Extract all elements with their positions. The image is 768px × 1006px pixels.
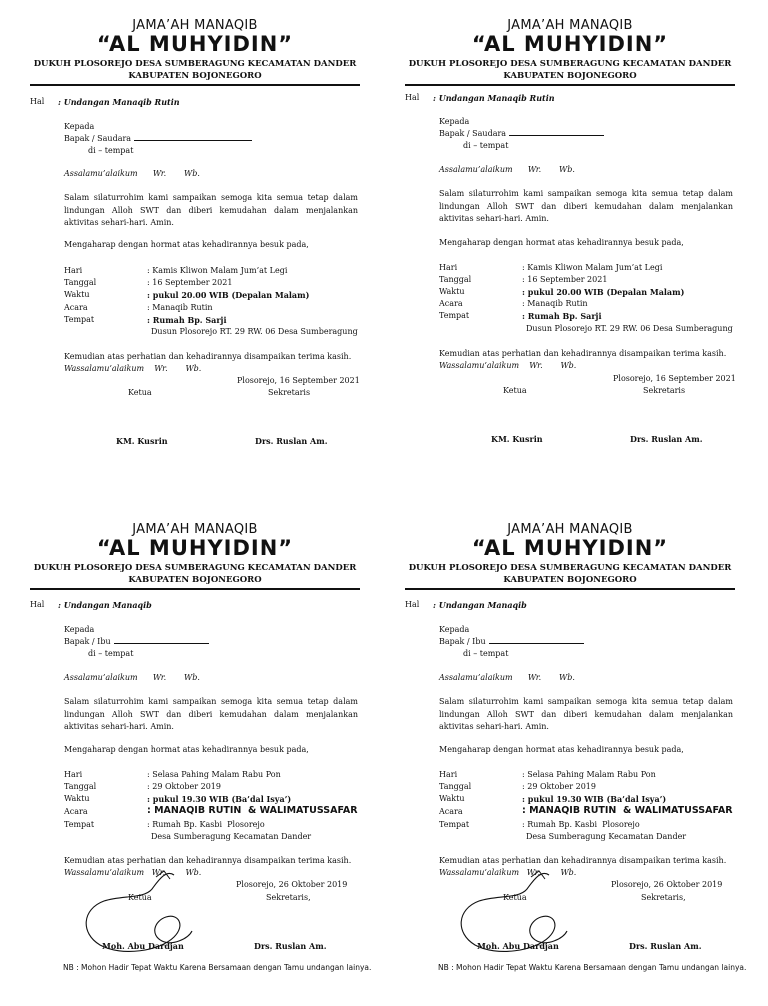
salam-open: Assalamu’alaikum Wr. Wb.	[439, 673, 575, 682]
blank-line	[489, 637, 584, 644]
header-divider	[30, 84, 360, 86]
waktu-label: Waktu	[64, 290, 90, 299]
salam-close: Wassalamu’alaikum Wr. Wb.	[64, 868, 202, 877]
body-paragraph-1: Salam silaturrohim kami sampaikan semoga kita semua tetap dalam lindungan Alloh SWT dan diberi kemudahan dalam menjalankan aktivitas sehari-hari. Amin.	[64, 193, 358, 227]
tanggal-value: : 16 September 2021	[522, 275, 608, 284]
blank-line	[114, 637, 209, 644]
body-paragraph-2: Mengaharap dengan hormat atas kehadirannya besuk pada,	[64, 240, 309, 249]
tanggal-value: : 29 Oktober 2019	[147, 782, 221, 791]
blank-line	[509, 129, 604, 136]
address-line-1: DUKUH PLOSOREJO DESA SUMBERAGUNG KECAMATAN DANDER	[33, 563, 357, 573]
date-place: Plosorejo, 16 September 2021	[613, 374, 736, 383]
header-divider	[30, 588, 360, 590]
hal-value: : Undangan Manaqib Rutin	[433, 93, 555, 103]
date-place: Plosorejo, 26 Oktober 2019	[236, 880, 348, 889]
kepada: Kepada	[64, 122, 95, 131]
blank-line	[134, 134, 252, 141]
sekretaris-name: Drs. Ruslan Am.	[630, 434, 703, 444]
hal-value: : Undangan Manaqib	[433, 600, 527, 610]
closing-text: Kemudian atas perhatian dan kehadirannya disampaikan terima kasih.	[64, 352, 352, 361]
ketua-name: Moh. Abu Dardjan	[102, 941, 184, 951]
sekretaris-label: Sekretaris,	[641, 893, 686, 902]
hari-label: Hari	[439, 263, 458, 272]
hal-value: : Undangan Manaqib	[58, 600, 152, 610]
ditempat: di – tempat	[88, 649, 134, 658]
salam-close: Wassalamu’alaikum Wr. Wb.	[64, 364, 202, 373]
acara-value: : MANAQIB RUTIN & WALIMATUSSAFAR	[522, 805, 733, 816]
waktu-label: Waktu	[64, 794, 90, 803]
sekretaris-name: Drs. Ruslan Am.	[255, 436, 328, 446]
sekretaris-name: Drs. Ruslan Am.	[629, 941, 702, 951]
bapak-label: Bapak / Ibu	[439, 637, 486, 646]
waktu-label: Waktu	[439, 794, 465, 803]
tempat-value: : Rumah Bp. Sarji	[147, 315, 227, 325]
salam-open: Assalamu’alaikum Wr. Wb.	[64, 169, 200, 178]
kepada: Kepada	[64, 625, 95, 634]
org-name: JAMA’AH MANAQIB	[507, 522, 633, 537]
nb-note: NB : Mohon Hadir Tepat Waktu Karena Bersamaan dengan Tamu undangan lainya.	[438, 963, 747, 972]
tanggal-label: Tanggal	[64, 782, 97, 791]
waktu-value: : pukul 20.00 WIB (Depalan Malam)	[522, 287, 685, 297]
hari-label: Hari	[64, 266, 83, 275]
acara-label: Acara	[64, 303, 88, 312]
body-paragraph-1: Salam silaturrohim kami sampaikan semoga kita semua tetap dalam lindungan Alloh SWT dan diberi kemudahan dalam menjalankan aktivitas sehari-hari. Amin.	[439, 697, 733, 731]
closing-text: Kemudian atas perhatian dan kehadirannya disampaikan terima kasih.	[439, 856, 727, 865]
org-title: “AL MUHYIDIN”	[96, 32, 294, 56]
body-paragraph-2: Mengaharap dengan hormat atas kehadirannya besuk pada,	[439, 238, 684, 247]
nb-note: NB : Mohon Hadir Tepat Waktu Karena Bersamaan dengan Tamu undangan lainya.	[63, 963, 372, 972]
invitation-letter-4	[405, 522, 747, 992]
tempat-value-2: Desa Sumberagung Kecamatan Dander	[526, 832, 687, 841]
hal-label: Hal	[30, 97, 45, 106]
waktu-value: : pukul 20.00 WIB (Depalan Malam)	[147, 290, 310, 300]
address-line-1: DUKUH PLOSOREJO DESA SUMBERAGUNG KECAMATAN DANDER	[33, 59, 357, 69]
date-place: Plosorejo, 26 Oktober 2019	[611, 880, 723, 889]
sekretaris-label: Sekretaris,	[266, 893, 311, 902]
header-divider	[405, 588, 735, 590]
sekretaris-name: Drs. Ruslan Am.	[254, 941, 327, 951]
ketua-name: KM. Kusrin	[116, 436, 168, 446]
acara-label: Acara	[64, 807, 88, 816]
hari-label: Hari	[439, 770, 458, 779]
tempat-label: Tempat	[64, 820, 95, 829]
tempat-label: Tempat	[439, 311, 470, 320]
address-line-2: KABUPATEN BOJONEGORO	[503, 71, 637, 81]
tempat-value: : Rumah Bp. Kasbi Plosorejo	[522, 820, 640, 829]
tanggal-label: Tanggal	[64, 278, 97, 287]
closing-text: Kemudian atas perhatian dan kehadirannya disampaikan terima kasih.	[439, 349, 727, 358]
acara-label: Acara	[439, 807, 463, 816]
waktu-value: : pukul 19.30 WIB (Ba’dal Isya’)	[147, 794, 292, 804]
hari-value: : Selasa Pahing Malam Rabu Pon	[147, 770, 281, 779]
ketua-label: Ketua	[503, 386, 527, 395]
address-line-2: KABUPATEN BOJONEGORO	[503, 575, 637, 585]
acara-value: : Manaqib Rutin	[147, 303, 213, 312]
kepada: Kepada	[439, 625, 470, 634]
recipient-line	[64, 637, 209, 646]
acara-value: : Manaqib Rutin	[522, 299, 588, 308]
recipient-line	[439, 637, 584, 646]
bapak-label: Bapak / Saudara	[64, 134, 132, 143]
sekretaris-label: Sekretaris	[268, 388, 311, 397]
header-divider	[405, 84, 735, 86]
ketua-label: Ketua	[128, 893, 152, 902]
tempat-label: Tempat	[439, 820, 470, 829]
ditempat: di – tempat	[463, 649, 509, 658]
address-line-1: DUKUH PLOSOREJO DESA SUMBERAGUNG KECAMATAN DANDER	[408, 563, 732, 573]
bapak-label: Bapak / Saudara	[439, 129, 507, 138]
salam-close: Wassalamu’alaikum Wr. Wb.	[439, 361, 577, 370]
hal-label: Hal	[405, 600, 420, 609]
tanggal-value: : 29 Oktober 2019	[522, 782, 596, 791]
hal-label: Hal	[405, 93, 420, 102]
org-name: JAMA’AH MANAQIB	[507, 18, 633, 33]
acara-value: : MANAQIB RUTIN & WALIMATUSSAFAR	[147, 805, 358, 816]
salam-open: Assalamu’alaikum Wr. Wb.	[64, 673, 200, 682]
waktu-value: : pukul 19.30 WIB (Ba’dal Isya’)	[522, 794, 667, 804]
invitation-letter-2	[405, 18, 735, 488]
tempat-value: : Rumah Bp. Sarji	[522, 311, 602, 321]
body-paragraph-1: Salam silaturrohim kami sampaikan semoga kita semua tetap dalam lindungan Alloh SWT dan diberi kemudahan dalam menjalankan aktivitas sehari-hari. Amin.	[64, 697, 358, 731]
ditempat: di – tempat	[463, 141, 509, 150]
body-paragraph-1: Salam silaturrohim kami sampaikan semoga kita semua tetap dalam lindungan Alloh SWT dan diberi kemudahan dalam menjalankan aktivitas sehari-hari. Amin.	[439, 189, 733, 223]
closing-text: Kemudian atas perhatian dan kehadirannya disampaikan terima kasih.	[64, 856, 352, 865]
hari-value: : Kamis Kliwon Malam Jum’at Legi	[522, 263, 663, 272]
tanggal-label: Tanggal	[439, 782, 472, 791]
tempat-label: Tempat	[64, 315, 95, 324]
ditempat: di – tempat	[88, 146, 134, 155]
body-paragraph-2: Mengaharap dengan hormat atas kehadirannya besuk pada,	[439, 745, 684, 754]
address-line-1: DUKUH PLOSOREJO DESA SUMBERAGUNG KECAMATAN DANDER	[408, 59, 732, 69]
org-name: JAMA’AH MANAQIB	[132, 522, 258, 537]
org-name: JAMA’AH MANAQIB	[132, 18, 258, 33]
hal-label: Hal	[30, 600, 45, 609]
bapak-label: Bapak / Ibu	[64, 637, 111, 646]
invitation-letter-3	[30, 522, 372, 992]
hari-value: : Kamis Kliwon Malam Jum’at Legi	[147, 266, 288, 275]
tempat-value: : Rumah Bp. Kasbi Plosorejo	[147, 820, 265, 829]
hal-value: : Undangan Manaqib Rutin	[58, 97, 180, 107]
tanggal-value: : 16 September 2021	[147, 278, 233, 287]
invitation-letter-1	[30, 18, 360, 488]
address-line-2: KABUPATEN BOJONEGORO	[128, 71, 262, 81]
ketua-label: Ketua	[128, 388, 152, 397]
salam-open: Assalamu’alaikum Wr. Wb.	[439, 165, 575, 174]
org-title: “AL MUHYIDIN”	[96, 536, 294, 560]
salam-close: Wassalamu’alaikum Wr. Wb.	[439, 868, 577, 877]
hari-label: Hari	[64, 770, 83, 779]
org-title: “AL MUHYIDIN”	[471, 536, 669, 560]
sekretaris-label: Sekretaris	[643, 386, 686, 395]
address-line-2: KABUPATEN BOJONEGORO	[128, 575, 262, 585]
hari-value: : Selasa Pahing Malam Rabu Pon	[522, 770, 656, 779]
tempat-value-2: Dusun Plosorejo RT. 29 RW. 06 Desa Sumberagung	[151, 327, 358, 336]
ketua-name: KM. Kusrin	[491, 434, 543, 444]
acara-label: Acara	[439, 299, 463, 308]
tempat-value-2: Dusun Plosorejo RT. 29 RW. 06 Desa Sumberagung	[526, 324, 733, 333]
tanggal-label: Tanggal	[439, 275, 472, 284]
recipient-line	[439, 129, 604, 138]
recipient-line	[64, 134, 252, 143]
org-title: “AL MUHYIDIN”	[471, 32, 669, 56]
body-paragraph-2: Mengaharap dengan hormat atas kehadirannya besuk pada,	[64, 745, 309, 754]
tempat-value-2: Desa Sumberagung Kecamatan Dander	[151, 832, 312, 841]
kepada: Kepada	[439, 117, 470, 126]
date-place: Plosorejo, 16 September 2021	[237, 376, 360, 385]
waktu-label: Waktu	[439, 287, 465, 296]
ketua-name: Moh. Abu Dardjan	[477, 941, 559, 951]
ketua-label: Ketua	[503, 893, 527, 902]
